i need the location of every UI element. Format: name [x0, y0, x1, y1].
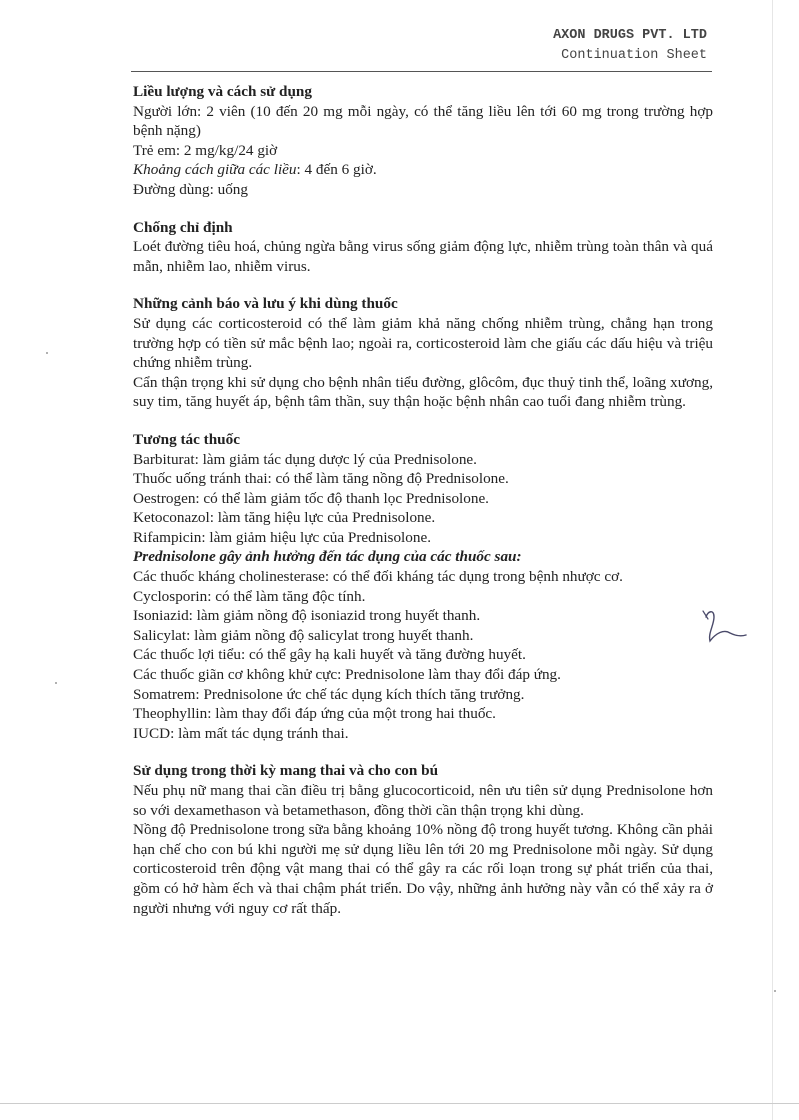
section-title: Tương tác thuốc [133, 430, 240, 448]
paragraph: Sử dụng các corticosteroid có thể làm giảm khả năng chống nhiễm trùng, chẳng hạn trong trường hợp có tiền sử mắc bệnh lao; ngoài ra, corticosteroid làm che giấu các dấu hiệu và triệu chứng nhiễm trùng. [133, 314, 713, 372]
page-edge-shadow [772, 0, 773, 1120]
text-line: IUCD: làm mất tác dụng tránh thai. [133, 724, 349, 742]
text-line: Các thuốc kháng cholinesterase: có thể đối kháng tác dụng trong bệnh nhược cơ. [133, 568, 623, 586]
section-interactions [133, 430, 713, 744]
paragraph: Loét đường tiêu hoá, chủng ngừa bằng virus sống giảm động lực, nhiễm trùng toàn thân và quá mẫn, nhiễm lao, nhiễm virus. [133, 238, 713, 275]
document-body [133, 82, 713, 936]
text-line: Đường dùng: uống [133, 180, 248, 198]
paragraph: Cẩn thận trọng khi sử dụng cho bệnh nhân tiểu đường, glôcôm, đục thuỷ tinh thể, loãng xương, suy tim, tăng huyết áp, bệnh tâm thần, suy thận hoặc bệnh nhân cao tuổi đang nhiễm trùng. [133, 373, 713, 411]
section-contraindications [133, 218, 713, 277]
text-line: Salicylat: làm giảm nồng độ salicylat trong huyết thanh. [133, 626, 474, 644]
page-bottom-edge [0, 1103, 799, 1104]
scan-speck [55, 682, 57, 684]
text-line: Cyclosporin: có thể làm tăng độc tính. [133, 587, 366, 605]
section-dosage [133, 82, 713, 200]
section-title: Những cảnh báo và lưu ý khi dùng thuốc [133, 295, 398, 313]
text-line: Somatrem: Prednisolone ức chế tác dụng kích thích tăng trưởng. [133, 685, 525, 703]
section-warnings [133, 294, 713, 412]
section-pregnancy [133, 761, 713, 918]
subsection-title: Prednisolone gây ảnh hưởng đến tác dụng của các thuốc sau: [133, 548, 522, 566]
paragraph: Nồng độ Prednisolone trong sữa bằng khoảng 10% nồng độ trong huyết tương. Không cần phải hạn chế cho con bú khi người mẹ sử dụng liều lên tới 20 mg Prednisolone mỗi ngày. Sử dụng corticosteroid trên động vật mang thai có thể gây ra các rối loạn trong sự phát triển của thai, gồm có hở hàm ếch và thai chậm phát triển. Do vậy, những ảnh hưởng này vẫn có thể xảy ra ở người nhưng với nguy cơ rất thấp. [133, 821, 713, 917]
text-line: Barbiturat: làm giảm tác dụng dược lý của Prednisolone. [133, 450, 477, 468]
text-line [133, 160, 713, 180]
continuation-label: Continuation Sheet [561, 48, 707, 63]
paragraph: Nếu phụ nữ mang thai cần điều trị bằng glucocorticoid, nên ưu tiên sử dụng Prednisolone hơn so với dexamethason và betamethason, đồng thời cần thận trọng khi dùng. [133, 782, 713, 819]
scan-speck [46, 352, 48, 354]
text-line: Theophyllin: làm thay đổi đáp ứng của một trong hai thuốc. [133, 705, 496, 723]
text-line: Các thuốc lợi tiểu: có thể gây hạ kali huyết và tăng đường huyết. [133, 646, 526, 664]
section-title: Liều lượng và cách sử dụng [133, 83, 312, 100]
text-line: Rifampicin: làm giảm hiệu lực của Prednisolone. [133, 528, 431, 546]
company-name: AXON DRUGS PVT. LTD [553, 28, 707, 43]
scan-speck [774, 990, 776, 992]
section-title: Chống chỉ định [133, 218, 233, 236]
paragraph: Người lớn: 2 viên (10 đến 20 mg mỗi ngày, có thể tăng liều lên tới 60 mg trong trường hợp bệnh nặng) [133, 102, 713, 140]
text-line: Oestrogen: có thể làm giảm tốc độ thanh lọc Prednisolone. [133, 489, 489, 507]
text-line: Ketoconazol: làm tăng hiệu lực của Prednisolone. [133, 509, 436, 527]
text-line: Các thuốc giãn cơ không khử cực: Prednisolone làm thay đổi đáp ứng. [133, 666, 561, 684]
text-line: Thuốc uống tránh thai: có thể làm tăng nồng độ Prednisolone. [133, 470, 509, 488]
page-header [553, 26, 707, 66]
handwritten-initial-mark [700, 607, 750, 647]
text-line: Trẻ em: 2 mg/kg/24 giờ [133, 141, 278, 159]
italic-label: Khoảng cách giữa các liều [133, 161, 297, 179]
header-rule [131, 71, 712, 72]
label-value: : 4 đến 6 giờ. [296, 161, 377, 179]
section-title: Sử dụng trong thời kỳ mang thai và cho con bú [133, 762, 439, 780]
text-line: Isoniazid: làm giảm nồng độ isoniazid trong huyết thanh. [133, 607, 481, 625]
